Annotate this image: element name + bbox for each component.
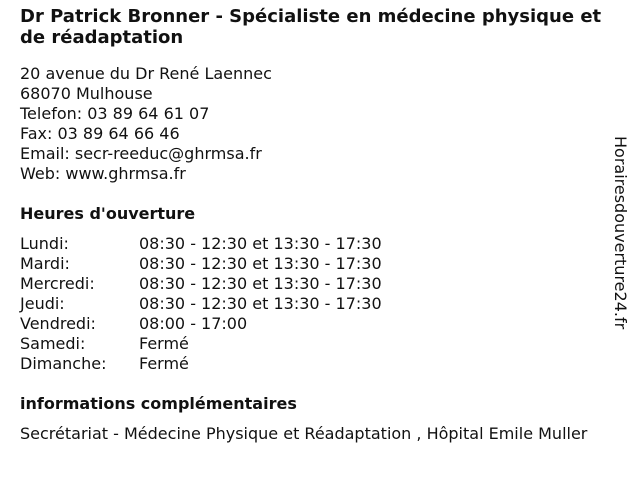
day-label: Dimanche: bbox=[20, 354, 107, 373]
hours-row-saturday bbox=[20, 334, 382, 354]
hours-row-wednesday bbox=[20, 274, 382, 294]
contact-block bbox=[20, 64, 272, 184]
time-value: 08:00 - 17:00 bbox=[139, 314, 248, 333]
fax-number: Fax: 03 89 64 66 46 bbox=[20, 124, 180, 143]
day-label: Mardi: bbox=[20, 254, 70, 273]
website-link[interactable]: Web: www.ghrmsa.fr bbox=[20, 164, 186, 183]
day-label: Lundi: bbox=[20, 234, 69, 253]
email-address[interactable]: Email: secr-reeduc@ghrmsa.fr bbox=[20, 144, 262, 163]
time-value: 08:30 - 12:30 et 13:30 - 17:30 bbox=[139, 274, 382, 293]
phone-number[interactable]: Telefon: 03 89 64 61 07 bbox=[20, 104, 210, 123]
info-heading: informations complémentaires bbox=[20, 394, 297, 413]
day-label: Jeudi: bbox=[20, 294, 65, 313]
day-label: Vendredi: bbox=[20, 314, 96, 333]
day-label: Mercredi: bbox=[20, 274, 95, 293]
street-address: 20 avenue du Dr René Laennec bbox=[20, 64, 272, 83]
time-value: Fermé bbox=[139, 334, 189, 353]
city-postal: 68070 Mulhouse bbox=[20, 84, 153, 103]
time-value: Fermé bbox=[139, 354, 189, 373]
info-text: Secrétariat - Médecine Physique et Réadaptation , Hôpital Emile Muller bbox=[20, 424, 588, 443]
hours-row-tuesday bbox=[20, 254, 382, 274]
page-title: Dr Patrick Bronner - Spécialiste en médecine physique et de réadaptation bbox=[20, 6, 602, 48]
hours-row-thursday bbox=[20, 294, 382, 314]
hours-row-friday bbox=[20, 314, 382, 334]
hours-heading: Heures d'ouverture bbox=[20, 204, 196, 223]
day-label: Samedi: bbox=[20, 334, 86, 353]
site-watermark: Horairesdouverture24.fr bbox=[611, 136, 630, 330]
hours-row-sunday bbox=[20, 354, 382, 374]
time-value: 08:30 - 12:30 et 13:30 - 17:30 bbox=[139, 294, 382, 313]
hours-row-monday bbox=[20, 234, 382, 254]
time-value: 08:30 - 12:30 et 13:30 - 17:30 bbox=[139, 234, 382, 253]
time-value: 08:30 - 12:30 et 13:30 - 17:30 bbox=[139, 254, 382, 273]
hours-table bbox=[20, 234, 382, 374]
